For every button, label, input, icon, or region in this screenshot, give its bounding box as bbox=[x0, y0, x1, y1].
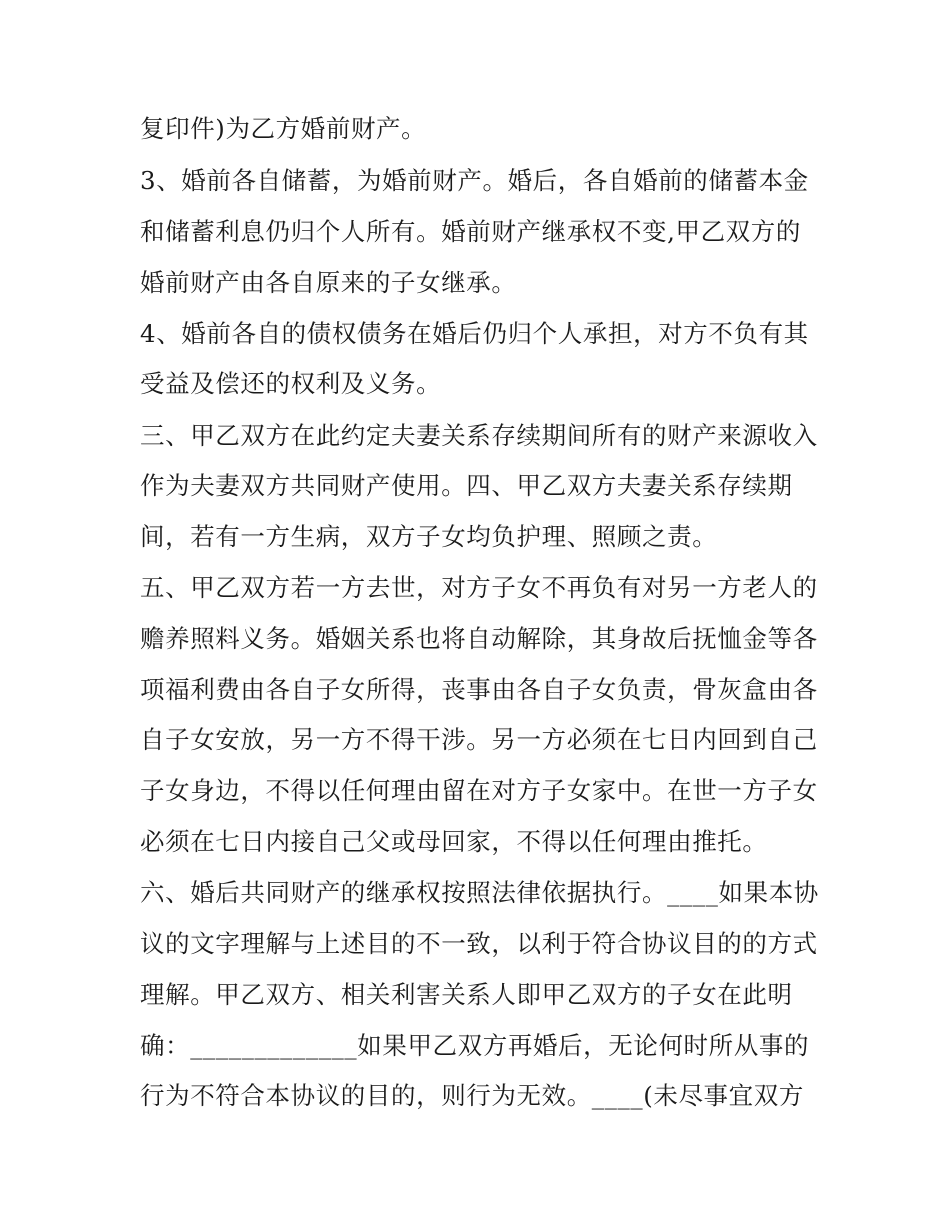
paragraph-line: 复印件)为乙方婚前财产。 bbox=[140, 114, 427, 143]
paragraph-line: 必须在七日内接自己父或母回家，不得以任何理由推托。 bbox=[140, 827, 768, 856]
paragraph-line: 赡养照料义务。婚姻关系也将自动解除，其身故后抚恤金等各 bbox=[140, 624, 818, 653]
paragraph-line: 项福利费由各自子女所得，丧事由各自子女负责，骨灰盒由各 bbox=[140, 675, 818, 704]
paragraph-line: 婚前财产由各自原来的子女继承。 bbox=[140, 268, 517, 297]
paragraph-line: 自子女安放，另一方不得干涉。另一方必须在七日内回到自己 bbox=[140, 725, 818, 754]
paragraph-line: 3、婚前各自储蓄，为婚前财产。婚后，各自婚前的储蓄本金 bbox=[140, 166, 809, 195]
paragraph-line: 议的文字理解与上述目的不一致，以利于符合协议目的的方式 bbox=[140, 929, 818, 958]
paragraph-line: 间，若有一方生病，双方子女均负护理、照顾之责。 bbox=[140, 522, 718, 551]
paragraph-line: 受益及偿还的权利及义务。 bbox=[140, 369, 442, 398]
paragraph-line: 五、甲乙双方若一方去世，对方子女不再负有对另一方老人的 bbox=[140, 573, 818, 602]
paragraph-line: 行为不符合本协议的目的，则行为无效。____(未尽事宜双方 bbox=[140, 1081, 804, 1110]
paragraph-line: 和储蓄利息仍归个人所有。婚前财产继承权不变,甲乙双方的 bbox=[140, 217, 801, 246]
paragraph-line: 作为夫妻双方共同财产使用。四、甲乙双方夫妻关系存续期 bbox=[140, 471, 793, 500]
paragraph-line: 三、甲乙双方在此约定夫妻关系存续期间所有的财产来源收入 bbox=[140, 421, 818, 450]
paragraph-line: 六、婚后共同财产的继承权按照法律依据执行。____如果本协 bbox=[140, 878, 819, 907]
paragraph-line: 确：_____________如果甲乙双方再婚后，无论何时所从事的 bbox=[140, 1031, 810, 1060]
paragraph-line: 4、婚前各自的债权债务在婚后仍归个人承担，对方不负有其 bbox=[140, 319, 809, 348]
paragraph-line: 子女身边，不得以任何理由留在对方子女家中。在世一方子女 bbox=[140, 776, 818, 805]
paragraph-line: 理解。甲乙双方、相关利害关系人即甲乙双方的子女在此明 bbox=[140, 980, 793, 1009]
